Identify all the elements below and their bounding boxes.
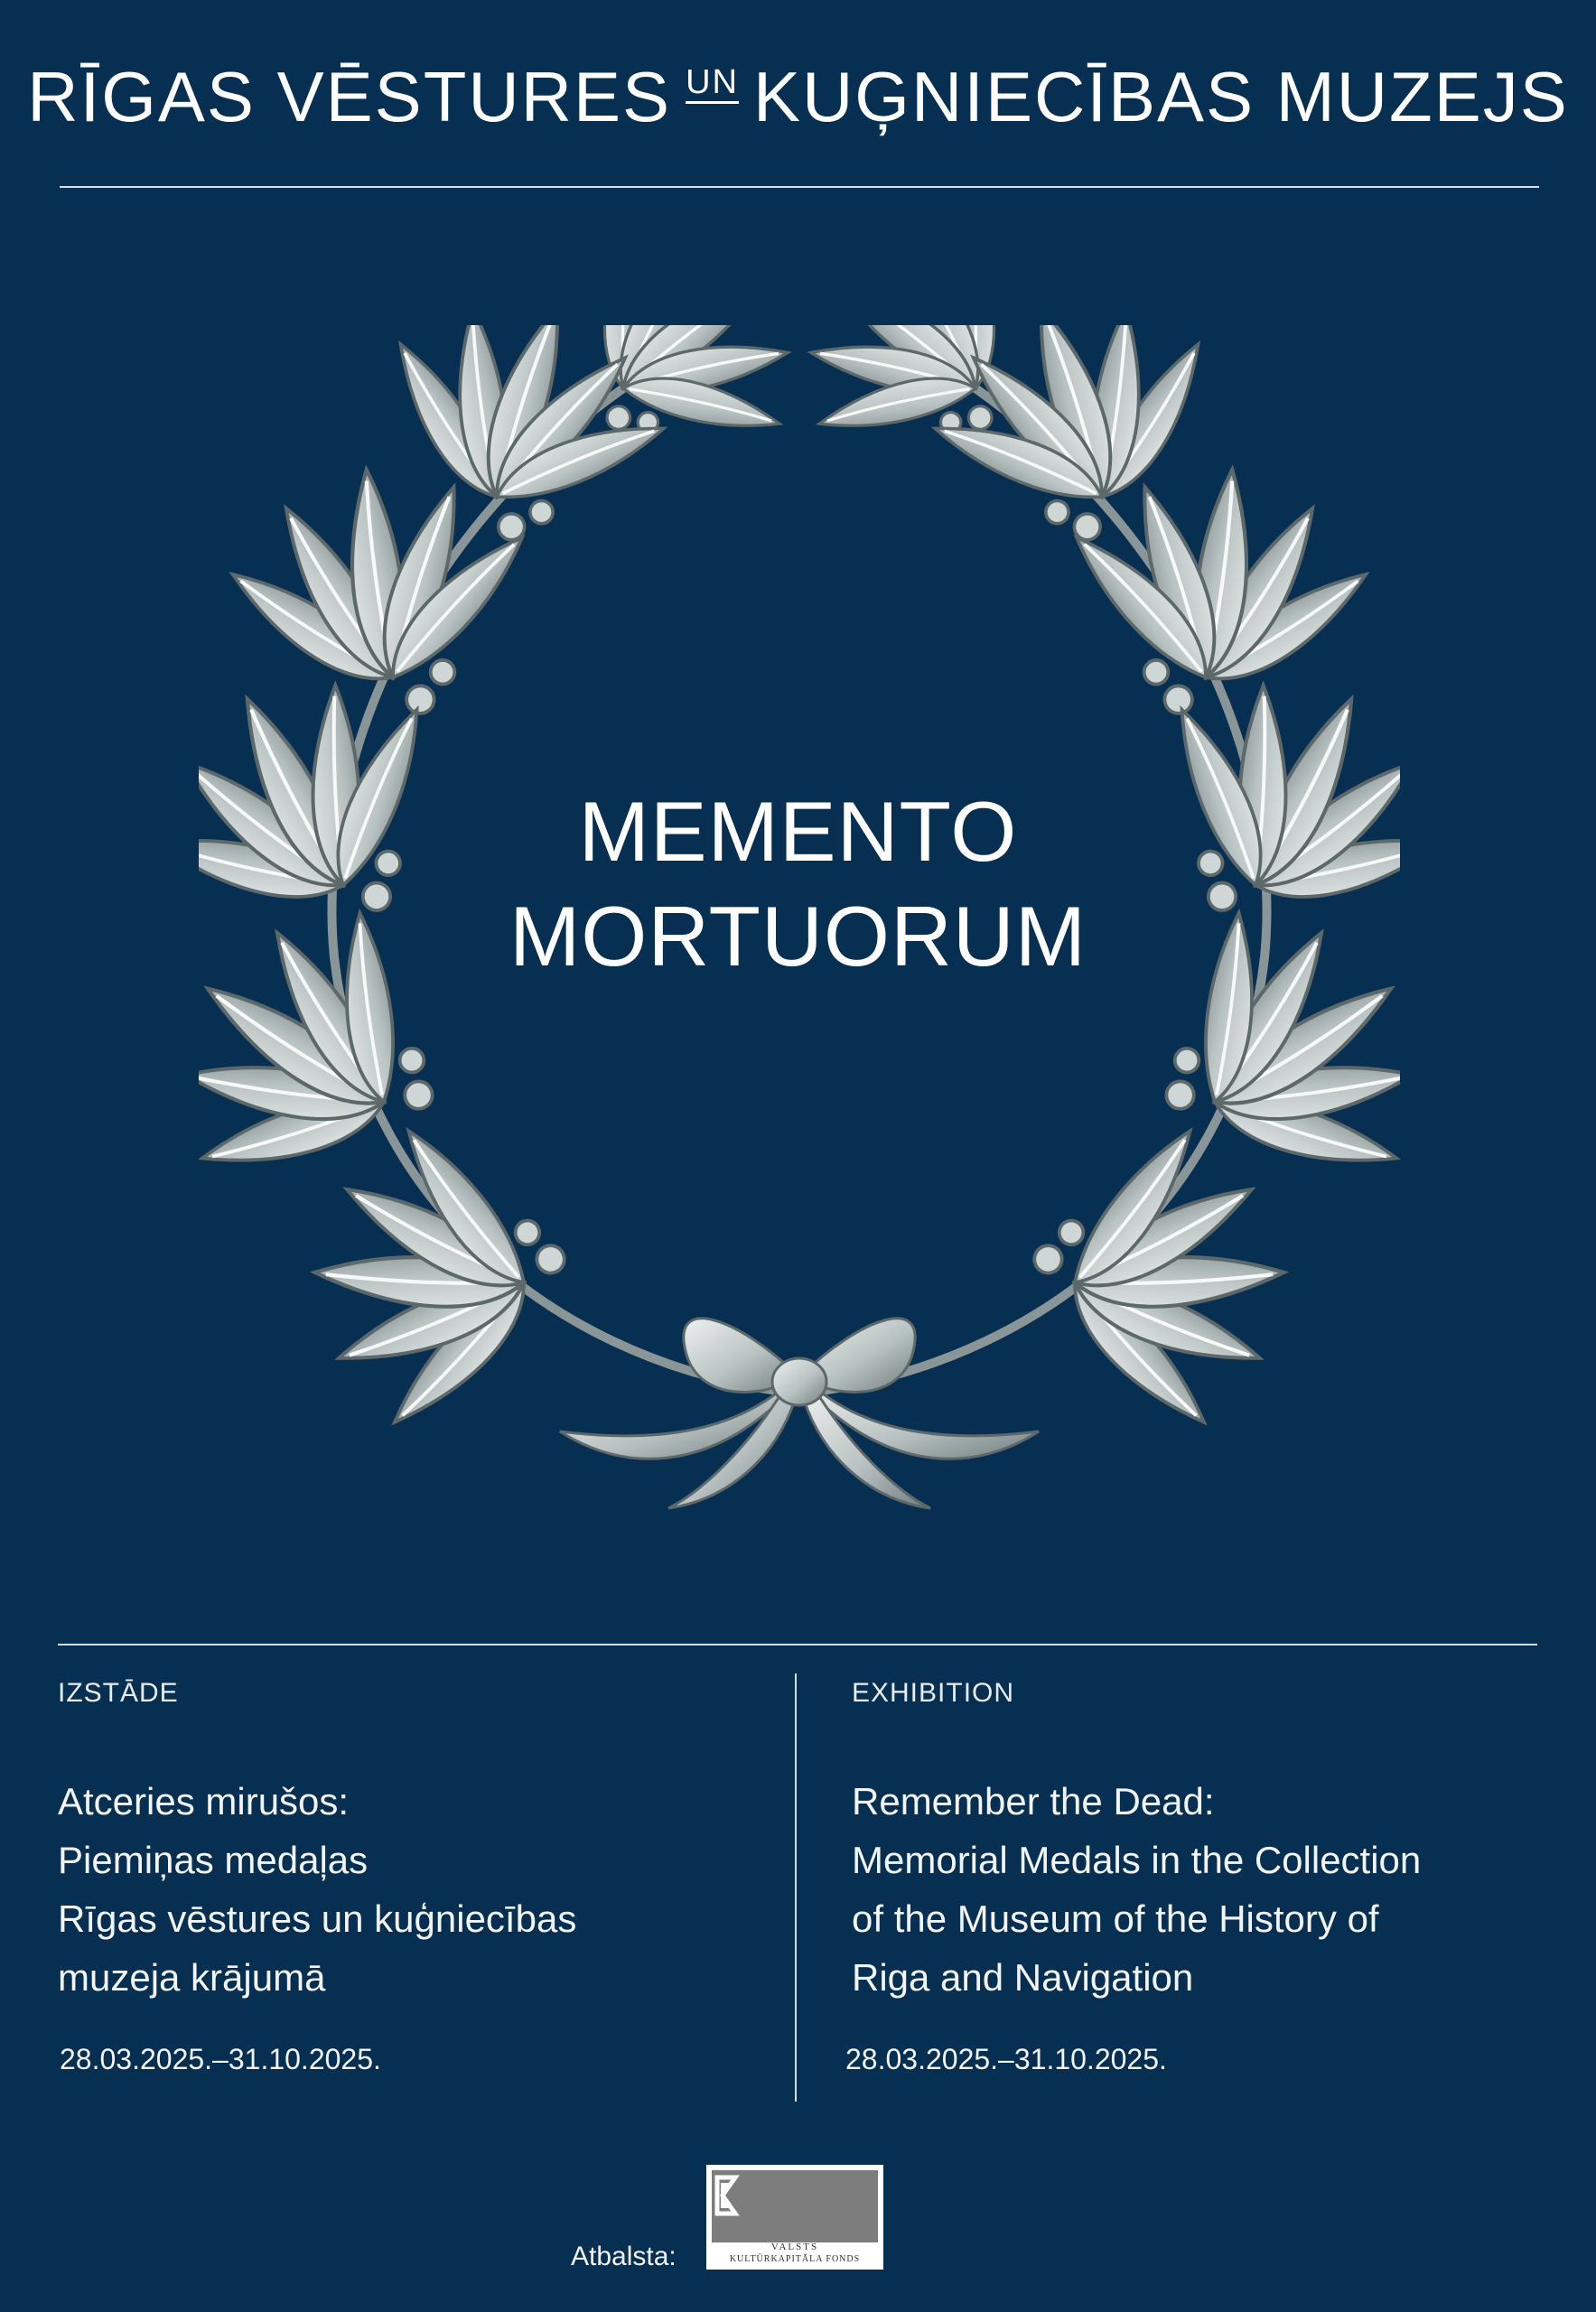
museum-name-header xyxy=(0,56,1596,138)
latvian-date-range: 28.03.2025.–31.10.2025. xyxy=(60,2043,381,2075)
english-description xyxy=(852,1772,1556,2007)
kkf-logo-mark xyxy=(712,2170,878,2242)
latvian-description-line: Atceries mirušos: xyxy=(58,1780,350,1823)
kkf-chevron-icon xyxy=(712,2170,748,2242)
column-divider xyxy=(795,1673,797,2102)
museum-name-part2: KUĢNIECĪBAS MUZEJS xyxy=(752,57,1569,136)
kkf-logo-line2: KULTŪRKAPITĀLA FONDS xyxy=(729,2254,861,2264)
latvian-description-line: Piemiņas medaļas xyxy=(58,1839,369,1881)
latvian-description-line: muzeja krājumā xyxy=(58,1956,326,1999)
latvian-info-column xyxy=(58,1678,762,2007)
kkf-logo xyxy=(706,2165,883,2270)
english-description-line: of the Museum of the History of xyxy=(852,1897,1379,1940)
latvian-label: IZSTĀDE xyxy=(58,1678,179,1708)
english-description-line: Remember the Dead: xyxy=(852,1780,1215,1823)
header-divider xyxy=(60,186,1539,188)
english-description-line: Memorial Medals in the Collection xyxy=(852,1839,1422,1881)
english-info-column xyxy=(852,1678,1556,2007)
museum-name-conjunction: UN xyxy=(686,65,739,104)
english-label: EXHIBITION xyxy=(852,1678,1015,1708)
latvian-description-line: Rīgas vēstures un kuģniecības xyxy=(58,1897,577,1940)
info-divider xyxy=(58,1644,1537,1645)
museum-name-part1: RĪGAS VĒSTURES xyxy=(27,57,672,136)
latvian-description xyxy=(58,1772,762,2007)
kkf-logo-line1: VALSTS xyxy=(770,2242,819,2252)
support-label: Atbalsta: xyxy=(571,2242,677,2271)
english-date-range: 28.03.2025.–31.10.2025. xyxy=(845,2043,1167,2075)
english-description-line: Riga and Navigation xyxy=(852,1956,1194,1999)
exhibition-title-line1: MEMENTO xyxy=(578,784,1018,879)
exhibition-title-line2: MORTUORUM xyxy=(509,889,1087,984)
